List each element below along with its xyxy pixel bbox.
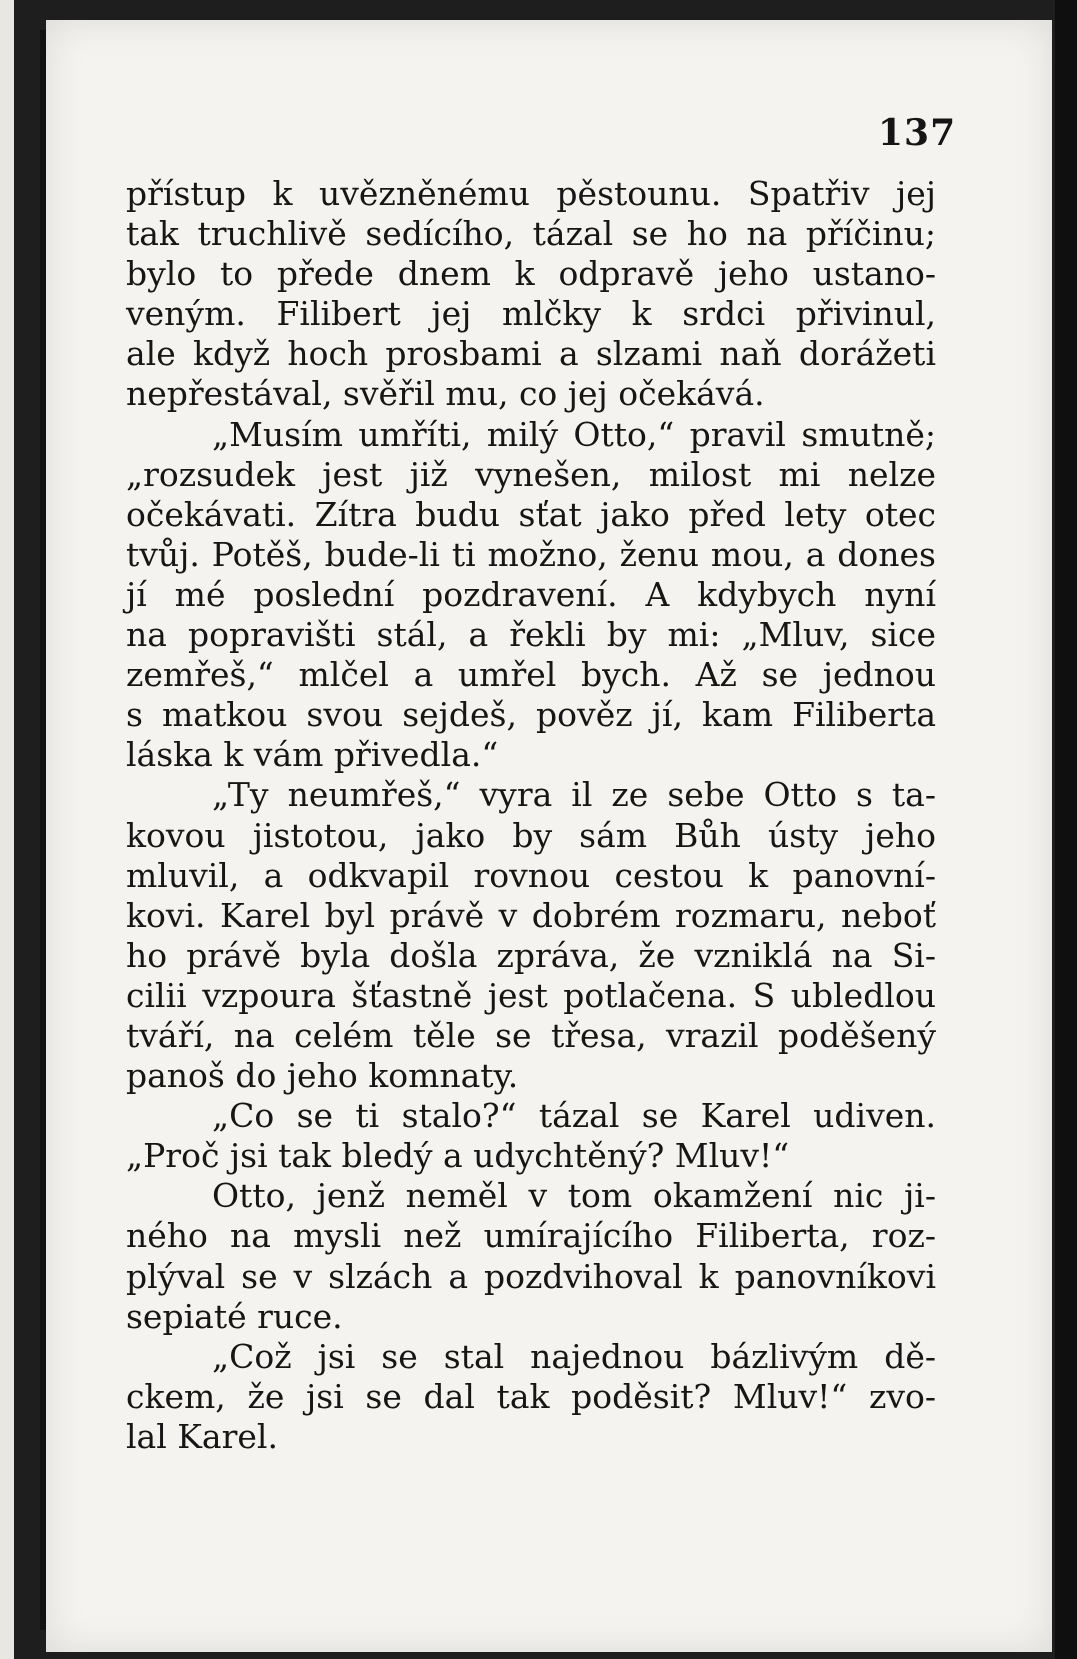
text-line: ale když hoch prosbami a slzami naň dorážeti [126,334,936,374]
text-line: tak truchlivě sedícího, tázal se ho na příčinu; [126,214,936,254]
text-line: tvůj. Potěš, bude-li ti možno, ženu mou, a dones [126,534,936,574]
text-line: tváří, na celém těle se třesa, vrazil poděšený [126,1015,936,1055]
text-line: lal Karel. [126,1416,278,1456]
text-line: „Co se ti stalo?“ tázal se Karel udiven. [212,1096,936,1136]
left-page-edge [0,0,14,1659]
right-page-edge [1055,0,1077,1659]
text-line: „rozsudek jest již vynešen, milost mi nelze [126,454,936,494]
body-text [126,174,936,1457]
text-line: očekávati. Zítra budu sťat jako před lety otec [126,494,936,534]
text-line: nepřestával, svěřil mu, co jej očekává. [126,374,765,414]
text-line: „Ty neumřeš,“ vyra il ze sebe Otto s ta- [212,775,936,815]
text-line: s matkou svou sejdeš, pověz jí, kam Filiberta [126,695,936,735]
text-line: přístup k uvězněnému pěstounu. Spatřiv jej [126,174,936,213]
text-line: bylo to přede dnem k odpravě jeho ustano- [126,254,936,294]
text-line: jí mé poslední pozdravení. A kdybych nyní [126,574,936,614]
text-line: ckem, že jsi se dal tak poděsit? Mluv!“ zvo- [126,1376,936,1416]
text-line: „Což jsi se stal najednou bázlivým dě- [212,1336,936,1376]
text-line: „Musím umříti, milý Otto,“ pravil smutně; [212,414,936,454]
text-line: sepiaté ruce. [126,1296,343,1336]
text-line: veným. Filibert jej mlčky k srdci přivinul, [126,294,936,334]
page-number: 137 [878,112,957,154]
text-line: zemřeš,“ mlčel a umřel bych. Až se jednou [126,655,936,695]
text-line: kovi. Karel byl právě v dobrém rozmaru, neboť [126,895,936,935]
text-line: mluvil, a odkvapil rovnou cestou k panovní- [126,855,936,895]
text-line: plýval se v slzách a pozdvihoval k panovníkovi [126,1256,936,1296]
text-line: na popravišti stál, a řekli by mi: „Mluv, sice [126,615,936,655]
text-line: ho právě byla došla zpráva, že vzniklá na Si- [126,935,936,975]
text-line: „Proč jsi tak bledý a udychtěný? Mluv!“ [126,1136,790,1176]
text-line: kovou jistotou, jako by sám Bůh ústy jeho [126,815,936,855]
text-line: Otto, jenž neměl v tom okamžení nic ji- [212,1176,936,1216]
text-line: ného na mysli než umírajícího Filiberta, roz- [126,1216,936,1256]
text-line: cilii vzpoura šťastně jest potlačena. S ubledlou [126,975,936,1015]
text-line: láska k vám přivedla.“ [126,735,499,775]
text-line: panoš do jeho komnaty. [126,1056,519,1096]
